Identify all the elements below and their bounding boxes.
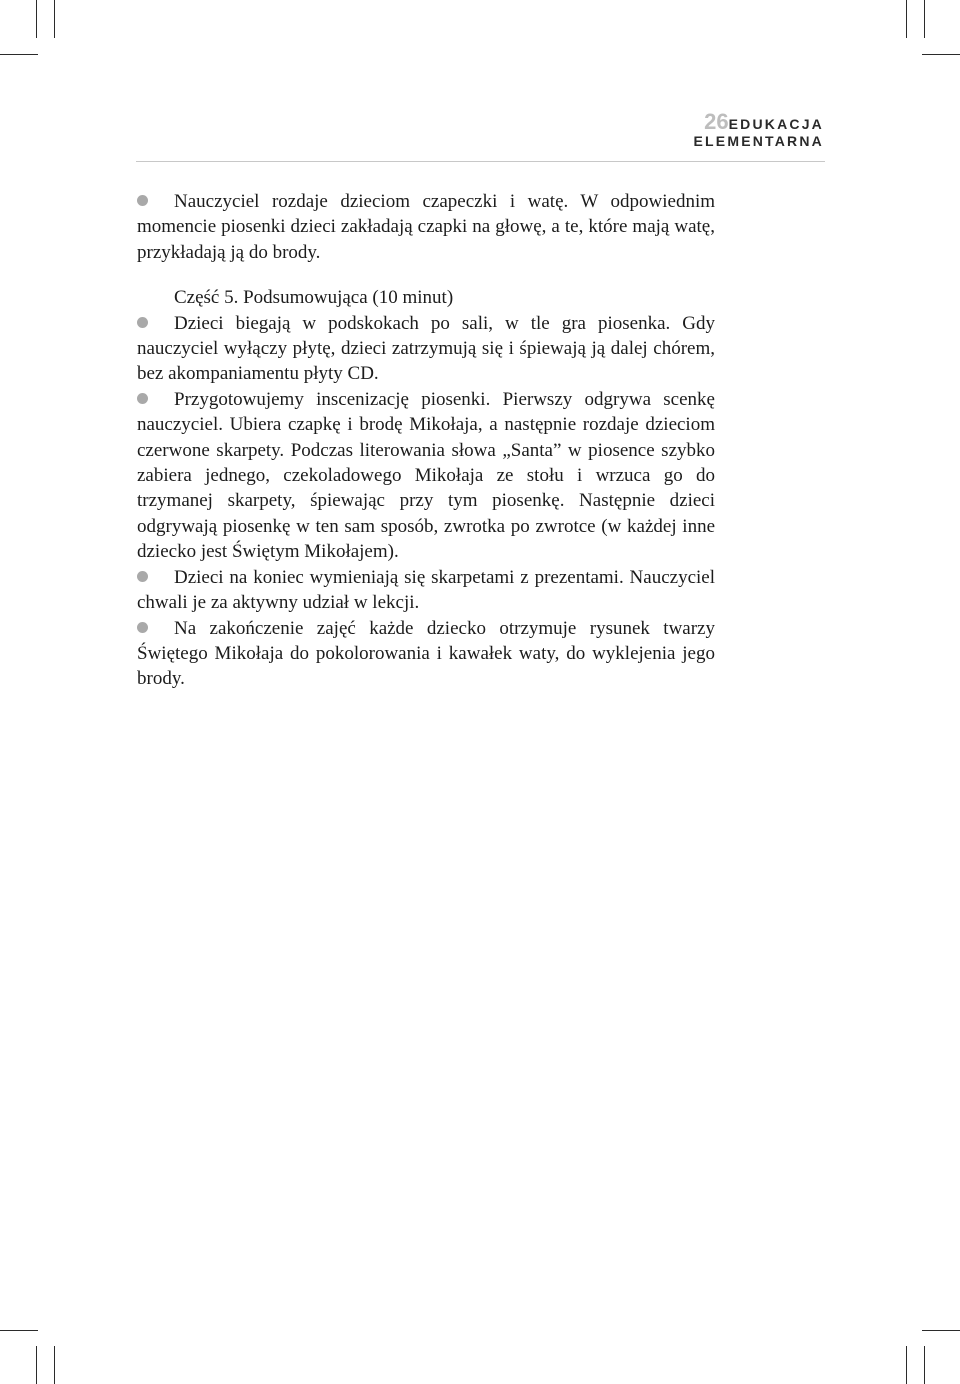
page-body bbox=[137, 189, 715, 692]
bullet-paragraph bbox=[137, 387, 715, 565]
paragraph-text: Przygotowujemy inscenizację piosenki. Pierwszy odgrywa scenkę nauczyciel. Ubiera czapkę i brodę Mikołaja, a następnie rozdaje dzieciom czerwone skarpety. Podczas literowania słowa „Santa” w piosence szybko zabiera jednego, czekoladowego Mikołaja ze stołu i wrzuca go do trzymanej skarpety, śpiewając przy tym piosenkę. Następnie dzieci odgrywają piosenkę w ten sam sposób, zwrotka po zwrotce (w każdej inne dziecko jest Świętym Mikołajem). bbox=[137, 388, 715, 563]
bullet-paragraph bbox=[137, 189, 715, 265]
crop-mark bbox=[906, 1346, 907, 1384]
part-heading: Część 5. Podsumowująca (10 minut) bbox=[174, 287, 454, 309]
bullet-dot-icon bbox=[137, 317, 148, 328]
crop-mark bbox=[924, 1346, 925, 1384]
paragraph-text: Dzieci na koniec wymieniają się skarpetami z prezentami. Nauczyciel chwali je za aktywny udział w lekcji. bbox=[137, 566, 715, 614]
running-header bbox=[693, 109, 825, 149]
bullet-paragraph bbox=[137, 616, 715, 692]
crop-mark bbox=[906, 0, 907, 38]
crop-mark bbox=[922, 54, 960, 55]
bullet-paragraph bbox=[137, 565, 715, 616]
paragraph-text: Nauczyciel rozdaje dzieciom czapeczki i watę. W odpowiednim momencie piosenki dzieci zakładają czapki na głowę, a te, które mają watę, przykładają ją do brody. bbox=[137, 191, 715, 263]
crop-mark bbox=[0, 1330, 38, 1331]
bullet-dot-icon bbox=[137, 622, 148, 633]
section-title-line1: EDUKACJA bbox=[728, 116, 824, 132]
crop-mark bbox=[36, 1346, 37, 1384]
bullet-dot-icon bbox=[137, 393, 148, 404]
bullet-dot-icon bbox=[137, 571, 148, 582]
section-title-line2: ELEMENTARNA bbox=[693, 133, 824, 149]
header-rule bbox=[136, 161, 825, 162]
crop-mark bbox=[924, 0, 925, 38]
bullet-dot-icon bbox=[137, 195, 148, 206]
bullet-paragraph bbox=[137, 311, 715, 387]
page-number: 26 bbox=[704, 109, 729, 134]
crop-mark bbox=[0, 54, 38, 55]
paragraph-text: Na zakończenie zajęć każde dziecko otrzymuje rysunek twarzy Świętego Mikołaja do pokolorowania i kawałek waty, do wyklejenia jego brody. bbox=[137, 617, 715, 690]
crop-mark bbox=[54, 0, 55, 38]
crop-mark bbox=[36, 0, 37, 38]
paragraph-text: Dzieci biegają w podskokach po sali, w tle gra piosenka. Gdy nauczyciel wyłączy płytę, dzieci zatrzymują się i śpiewają ją dalej chórem, bez akompaniamentu płyty CD. bbox=[137, 312, 715, 385]
crop-mark bbox=[54, 1346, 55, 1384]
crop-mark bbox=[922, 1330, 960, 1331]
